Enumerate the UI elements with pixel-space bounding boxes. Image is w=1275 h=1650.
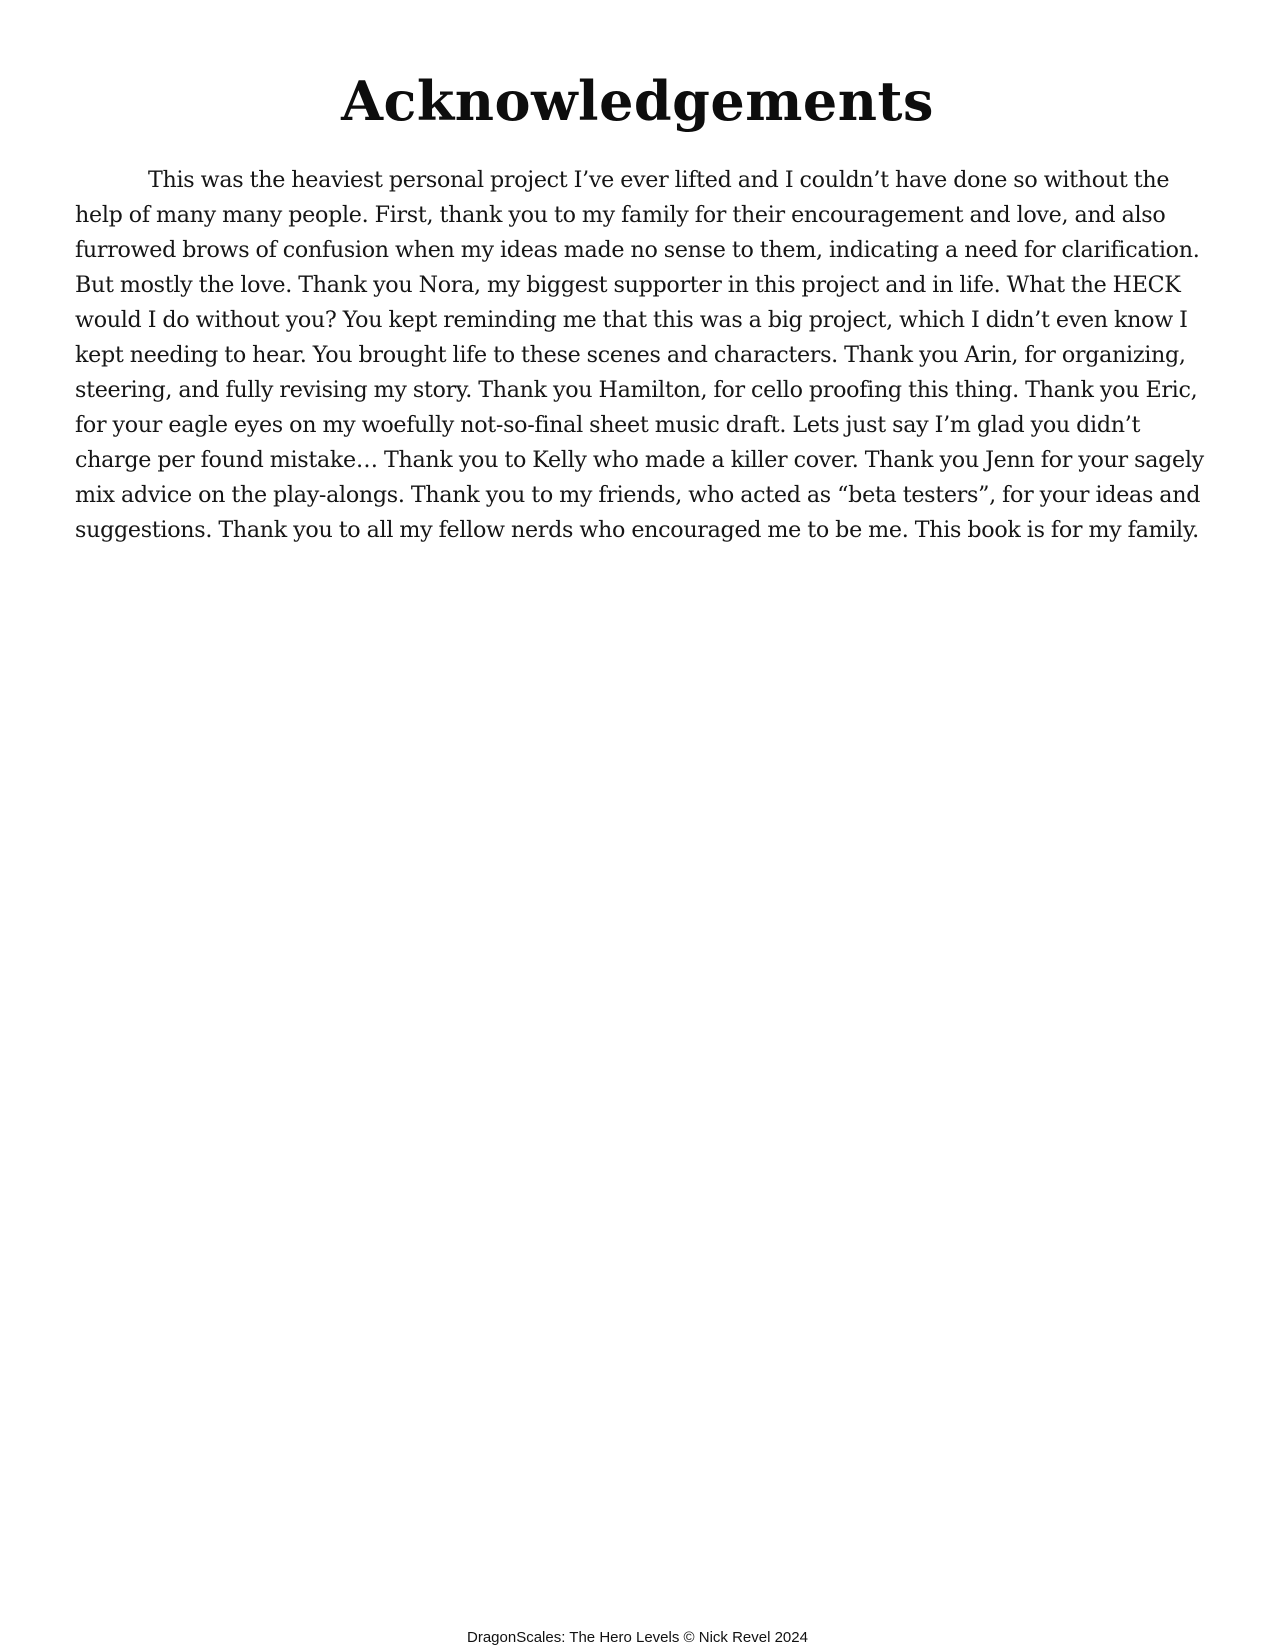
page-title: Acknowledgements <box>341 69 934 133</box>
acknowledgements-paragraph: This was the heaviest personal project I’ve ever lifted and I couldn’t have done so without the help of many many people. First, thank you to my family for their encouragement and love, and also furrowed brows of confusion when my ideas made no sense to them, indicating a need for clarification. But mostly the love. Thank you Nora, my biggest supporter in this project and in life. What the HECK would I do without you? You kept reminding me that this was a big project, which I didn’t even know I kept needing to hear. You brought life to these scenes and characters. Thank you Arin, for organizing, steering, and fully revising my story. Thank you Hamilton, for cello proofing this thing. Thank you Eric, for your eagle eyes on my woefully not-so-final sheet music draft. Lets just say I’m glad you didn’t charge per found mistake… Thank you to Kelly who made a killer cover. Thank you Jenn for your sagely mix advice on the play-alongs. Thank you to my friends, who acted as “beta testers”, for your ideas and suggestions. Thank you to all my fellow nerds who encouraged me to be me. This book is for my family. <box>75 167 1204 543</box>
page-footer: DragonScales: The Hero Levels © Nick Revel 2024 <box>467 1629 808 1646</box>
